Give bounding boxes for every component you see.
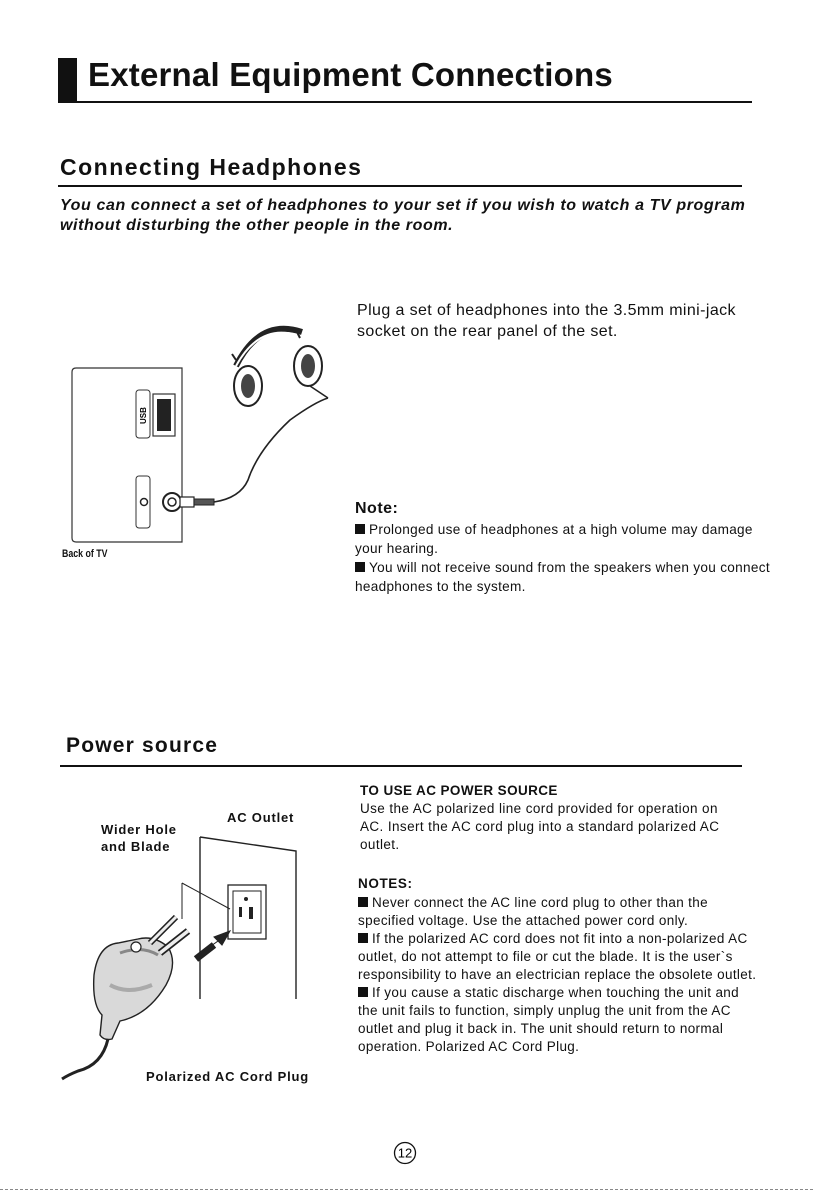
- ac-power-body: Use the AC polarized line cord provided for operation on AC. Insert the AC cord plug into a standard polarized AC outlet.: [360, 801, 720, 852]
- ac-outlet-label: AC Outlet: [227, 810, 295, 825]
- page-number-badge: [393, 1141, 417, 1165]
- ac-power-title: TO USE AC POWER SOURCE: [360, 783, 558, 798]
- page-title: External Equipment Connections: [88, 56, 613, 93]
- headphones-illustration: [60, 320, 350, 550]
- notes-title: NOTES:: [358, 876, 413, 891]
- headphones-intro: You can connect a set of headphones to your set if you wish to watch a TV program without disturbing the other people in the room.: [60, 197, 746, 234]
- polarized-plug-label: Polarized AC Cord Plug: [146, 1069, 310, 1084]
- bullet-square-icon: [358, 897, 368, 907]
- page-bottom-edge: [0, 1189, 813, 1190]
- note-item: Never connect the AC line cord plug to other than the specified voltage. Use the attached power cord only.: [358, 895, 708, 928]
- bullet-square-icon: [358, 933, 368, 943]
- headphones-heading: Connecting Headphones: [60, 154, 363, 180]
- note-item: Prolonged use of headphones at a high volume may damage your hearing.: [355, 522, 753, 556]
- title-marker: [58, 58, 77, 102]
- bullet-square-icon: [355, 524, 365, 534]
- usb-label: USB: [139, 407, 148, 424]
- back-of-tv-label: Back of TV: [62, 548, 108, 560]
- headphones-divider: [58, 185, 742, 187]
- page-number: 12: [397, 1145, 413, 1161]
- note-list: [355, 520, 775, 596]
- note-item: If the polarized AC cord does not fit into a non-polarized AC outlet, do not attempt to file or cut the blade. It is the user`s responsibility to have an electrician replace the obsolete outlet.: [358, 931, 757, 982]
- headphones-instruction: Plug a set of headphones into the 3.5mm mini-jack socket on the rear panel of the set.: [357, 302, 736, 340]
- title-divider: [58, 101, 752, 103]
- bullet-square-icon: [355, 562, 365, 572]
- bullet-square-icon: [358, 987, 368, 997]
- power-heading: Power source: [66, 734, 219, 757]
- note-item: You will not receive sound from the speakers when you connect headphones to the system.: [355, 560, 770, 594]
- ac-plug-illustration: [58, 835, 308, 1085]
- wider-hole-label: Wider Hole and Blade: [101, 822, 177, 854]
- power-notes-list: [358, 894, 758, 1056]
- note-item: If you cause a static discharge when touching the unit and the unit fails to function, simply unplug the unit from the AC outlet and plug it back in. The unit should return to normal operation. Polarized AC Cord Plug.: [358, 985, 740, 1054]
- power-divider: [60, 765, 742, 767]
- note-title: Note:: [355, 500, 399, 517]
